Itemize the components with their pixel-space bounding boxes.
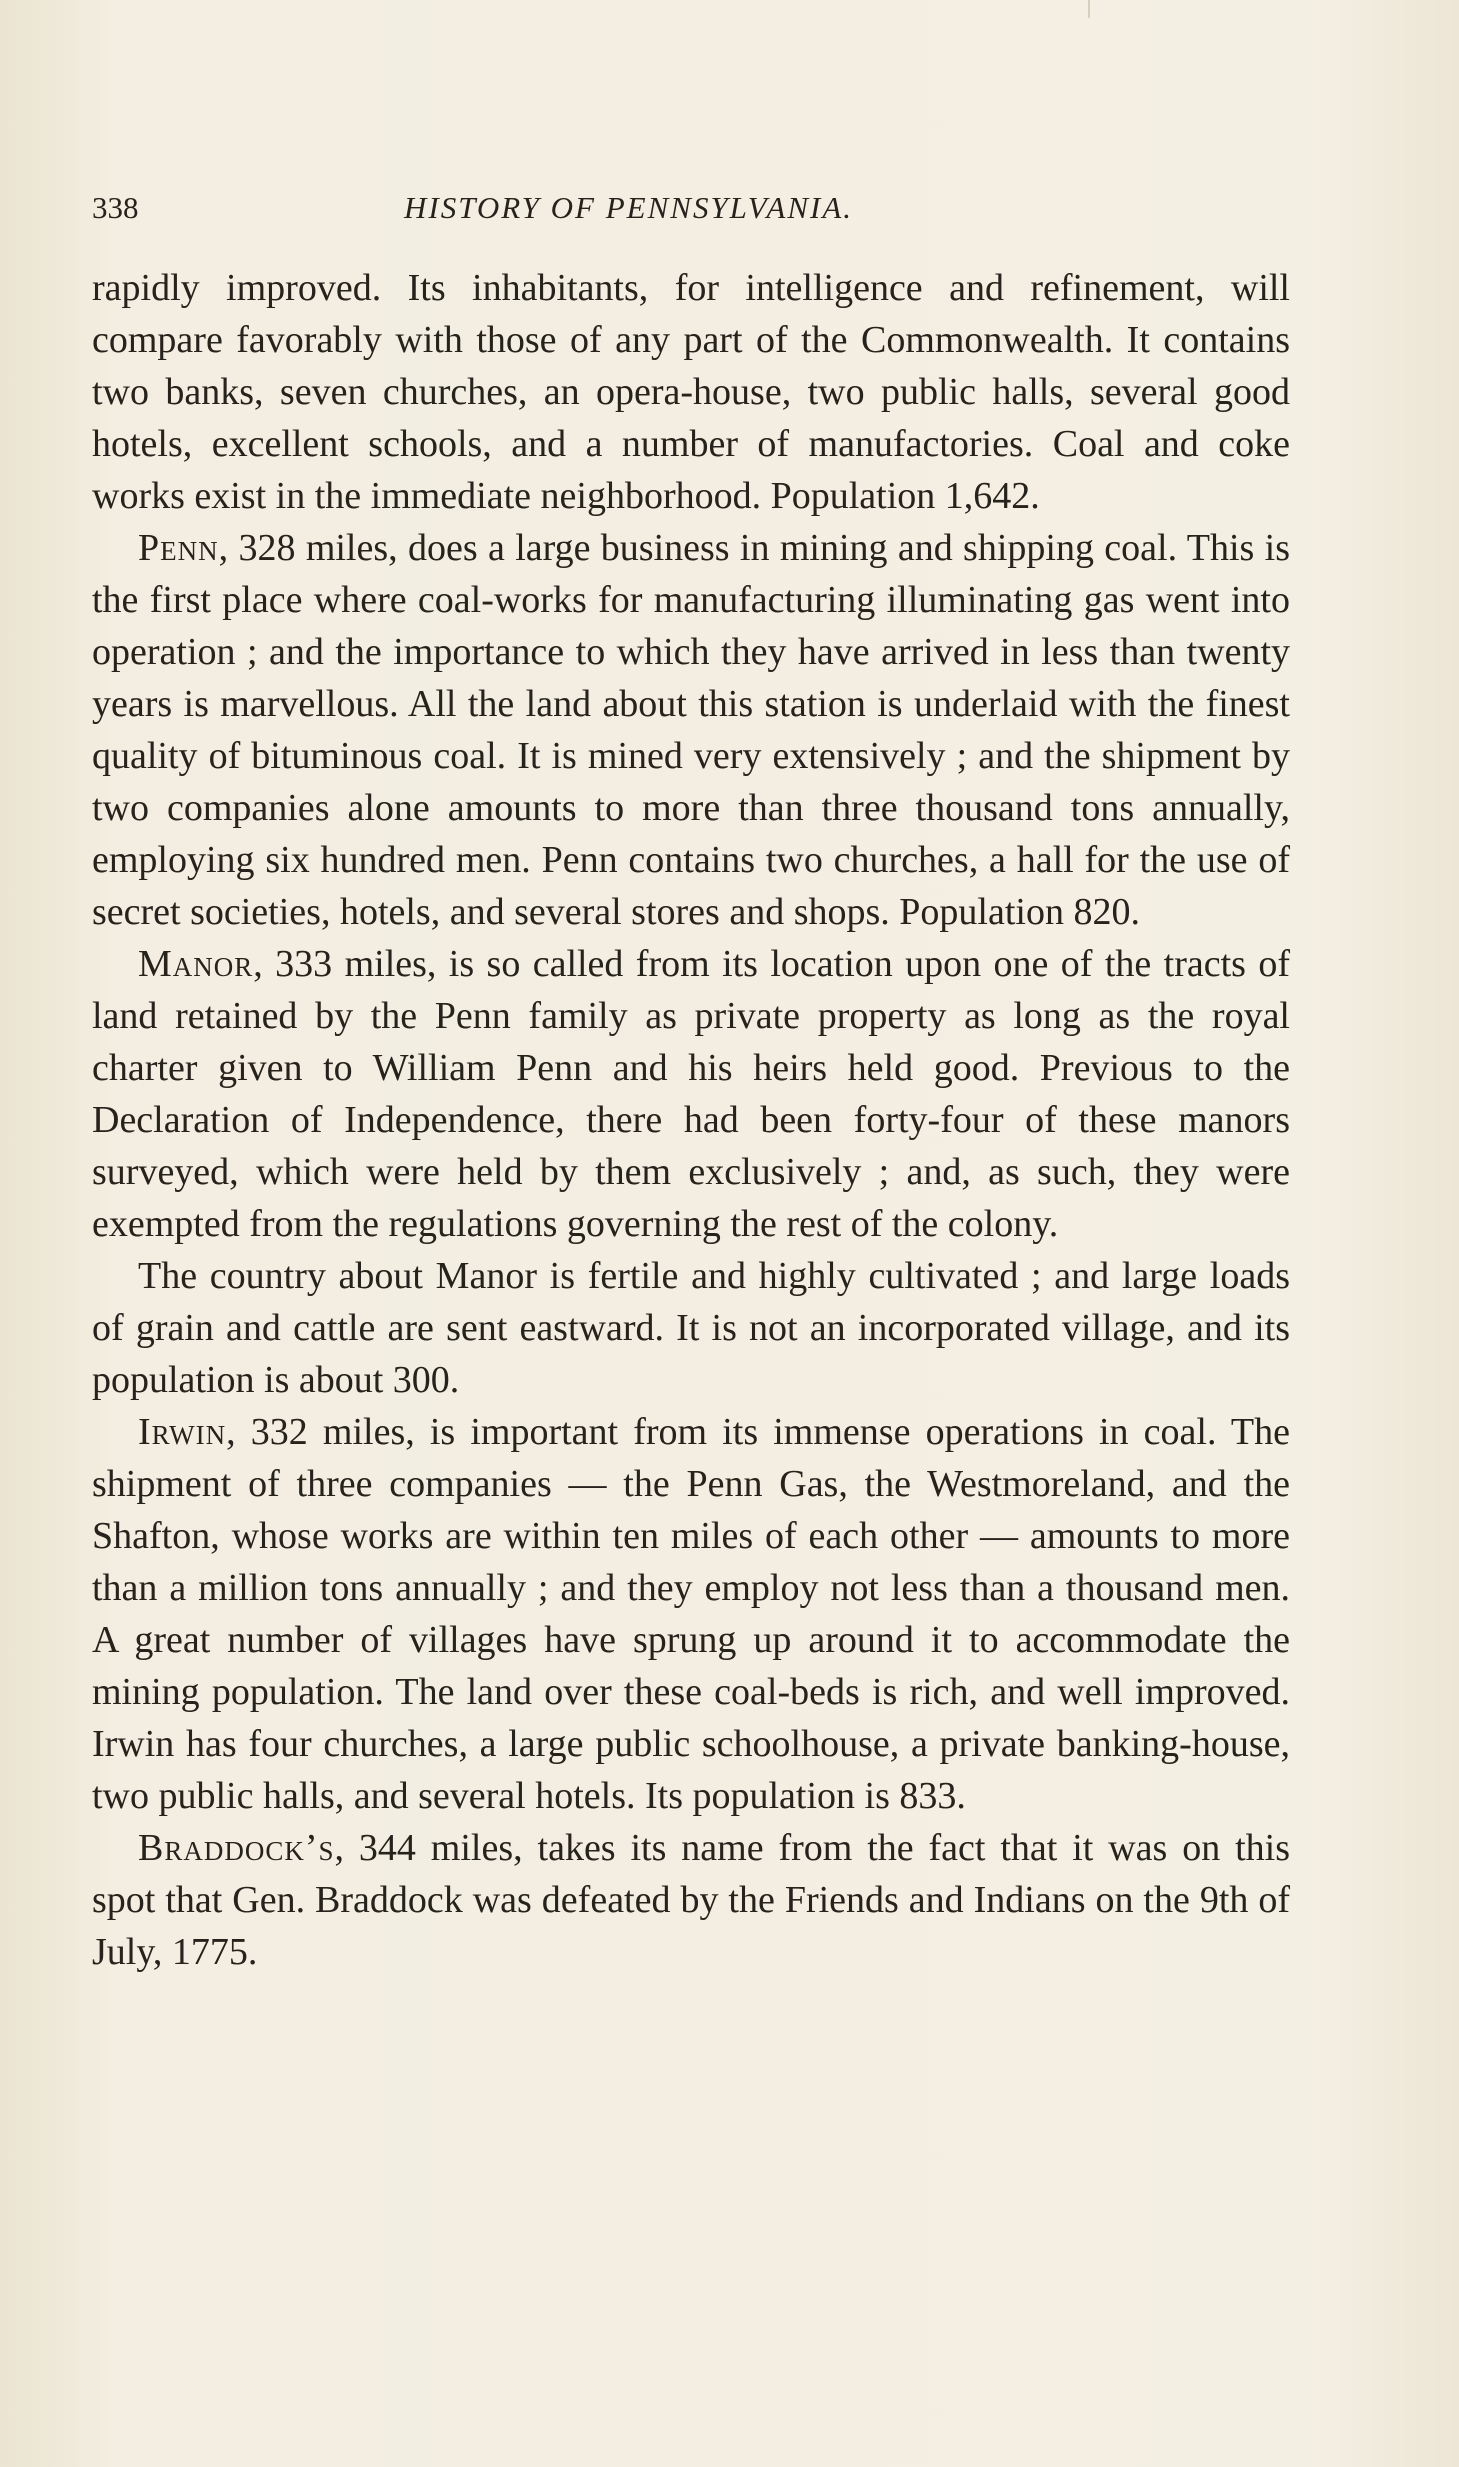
paragraph-text: , 332 miles, is important from its immense operations in coal. The shipment of three companies — the Penn Gas, the Westmoreland, and the Shafton, whose works are within ten miles of each other — amounts to more than a million tons annually ; and they employ not less than a thousand men. A great number of villages have sprung up around it to accommodate the mining population. The land over these coal-beds is rich, and well improved. Irwin has four churches, a large public schoolhouse, a private banking-house, two public halls, and several hotels. Its population is 833. (92, 1411, 1290, 1817)
paragraph-continuation (92, 262, 1290, 522)
paragraph-braddocks (92, 1822, 1290, 1978)
paragraph-penn (92, 522, 1290, 938)
page-number: 338 (92, 190, 139, 225)
paragraph-irwin (92, 1406, 1290, 1822)
station-name-penn: Penn (138, 527, 219, 569)
paragraph-text: The country about Manor is fertile and highly cultivated ; and large loads of grain and cattle are sent eastward. It is not an incorporated village, and its population is about 300. (92, 1255, 1290, 1401)
paragraph-manor-country (92, 1250, 1290, 1406)
paragraph-text: , 328 miles, does a large business in mining and shipping coal. This is the first place where coal-works for manufacturing illuminating gas went into operation ; and the importance to which they have arrived in less than twenty years is marvellous. All the land about this station is underlaid with the finest quality of bituminous coal. It is mined very extensively ; and the shipment by two companies alone amounts to more than three thousand tons annually, employing six hundred men. Penn contains two churches, a hall for the use of secret societies, hotels, and several stores and shops. Population 820. (92, 527, 1290, 933)
station-name-manor: Manor (138, 943, 254, 985)
body-text (92, 262, 1290, 1978)
paragraph-manor (92, 938, 1290, 1250)
running-head: HISTORY OF PENNSYLVANIA. (404, 190, 854, 225)
paragraph-text: rapidly improved. Its inhabitants, for intelligence and refinement, will compare favorably with those of any part of the Commonwealth. It contains two banks, seven churches, an opera-house, two public halls, several good hotels, excellent schools, and a number of manufactories. Coal and coke works exist in the immediate neighborhood. Population 1,642. (92, 267, 1290, 517)
station-name-irwin: Irwin (138, 1411, 227, 1453)
paragraph-text: , 333 miles, is so called from its location upon one of the tracts of land retained by the Penn family as private property as long as the royal charter given to William Penn and his heirs held good. Previous to the Declaration of Independence, there had been forty-four of these manors surveyed, which were held by them exclusively ; and, as such, they were exempted from the regulations governing the rest of the colony. (92, 943, 1290, 1245)
paragraph-text: , 344 miles, takes its name from the fact that it was on this spot that Gen. Braddock was defeated by the Friends and Indians on the 9th of July, 1775. (92, 1827, 1290, 1973)
page-edge-mark (1088, 0, 1090, 18)
page-header (92, 186, 1292, 230)
station-name-braddocks: Braddock’s (138, 1827, 335, 1869)
